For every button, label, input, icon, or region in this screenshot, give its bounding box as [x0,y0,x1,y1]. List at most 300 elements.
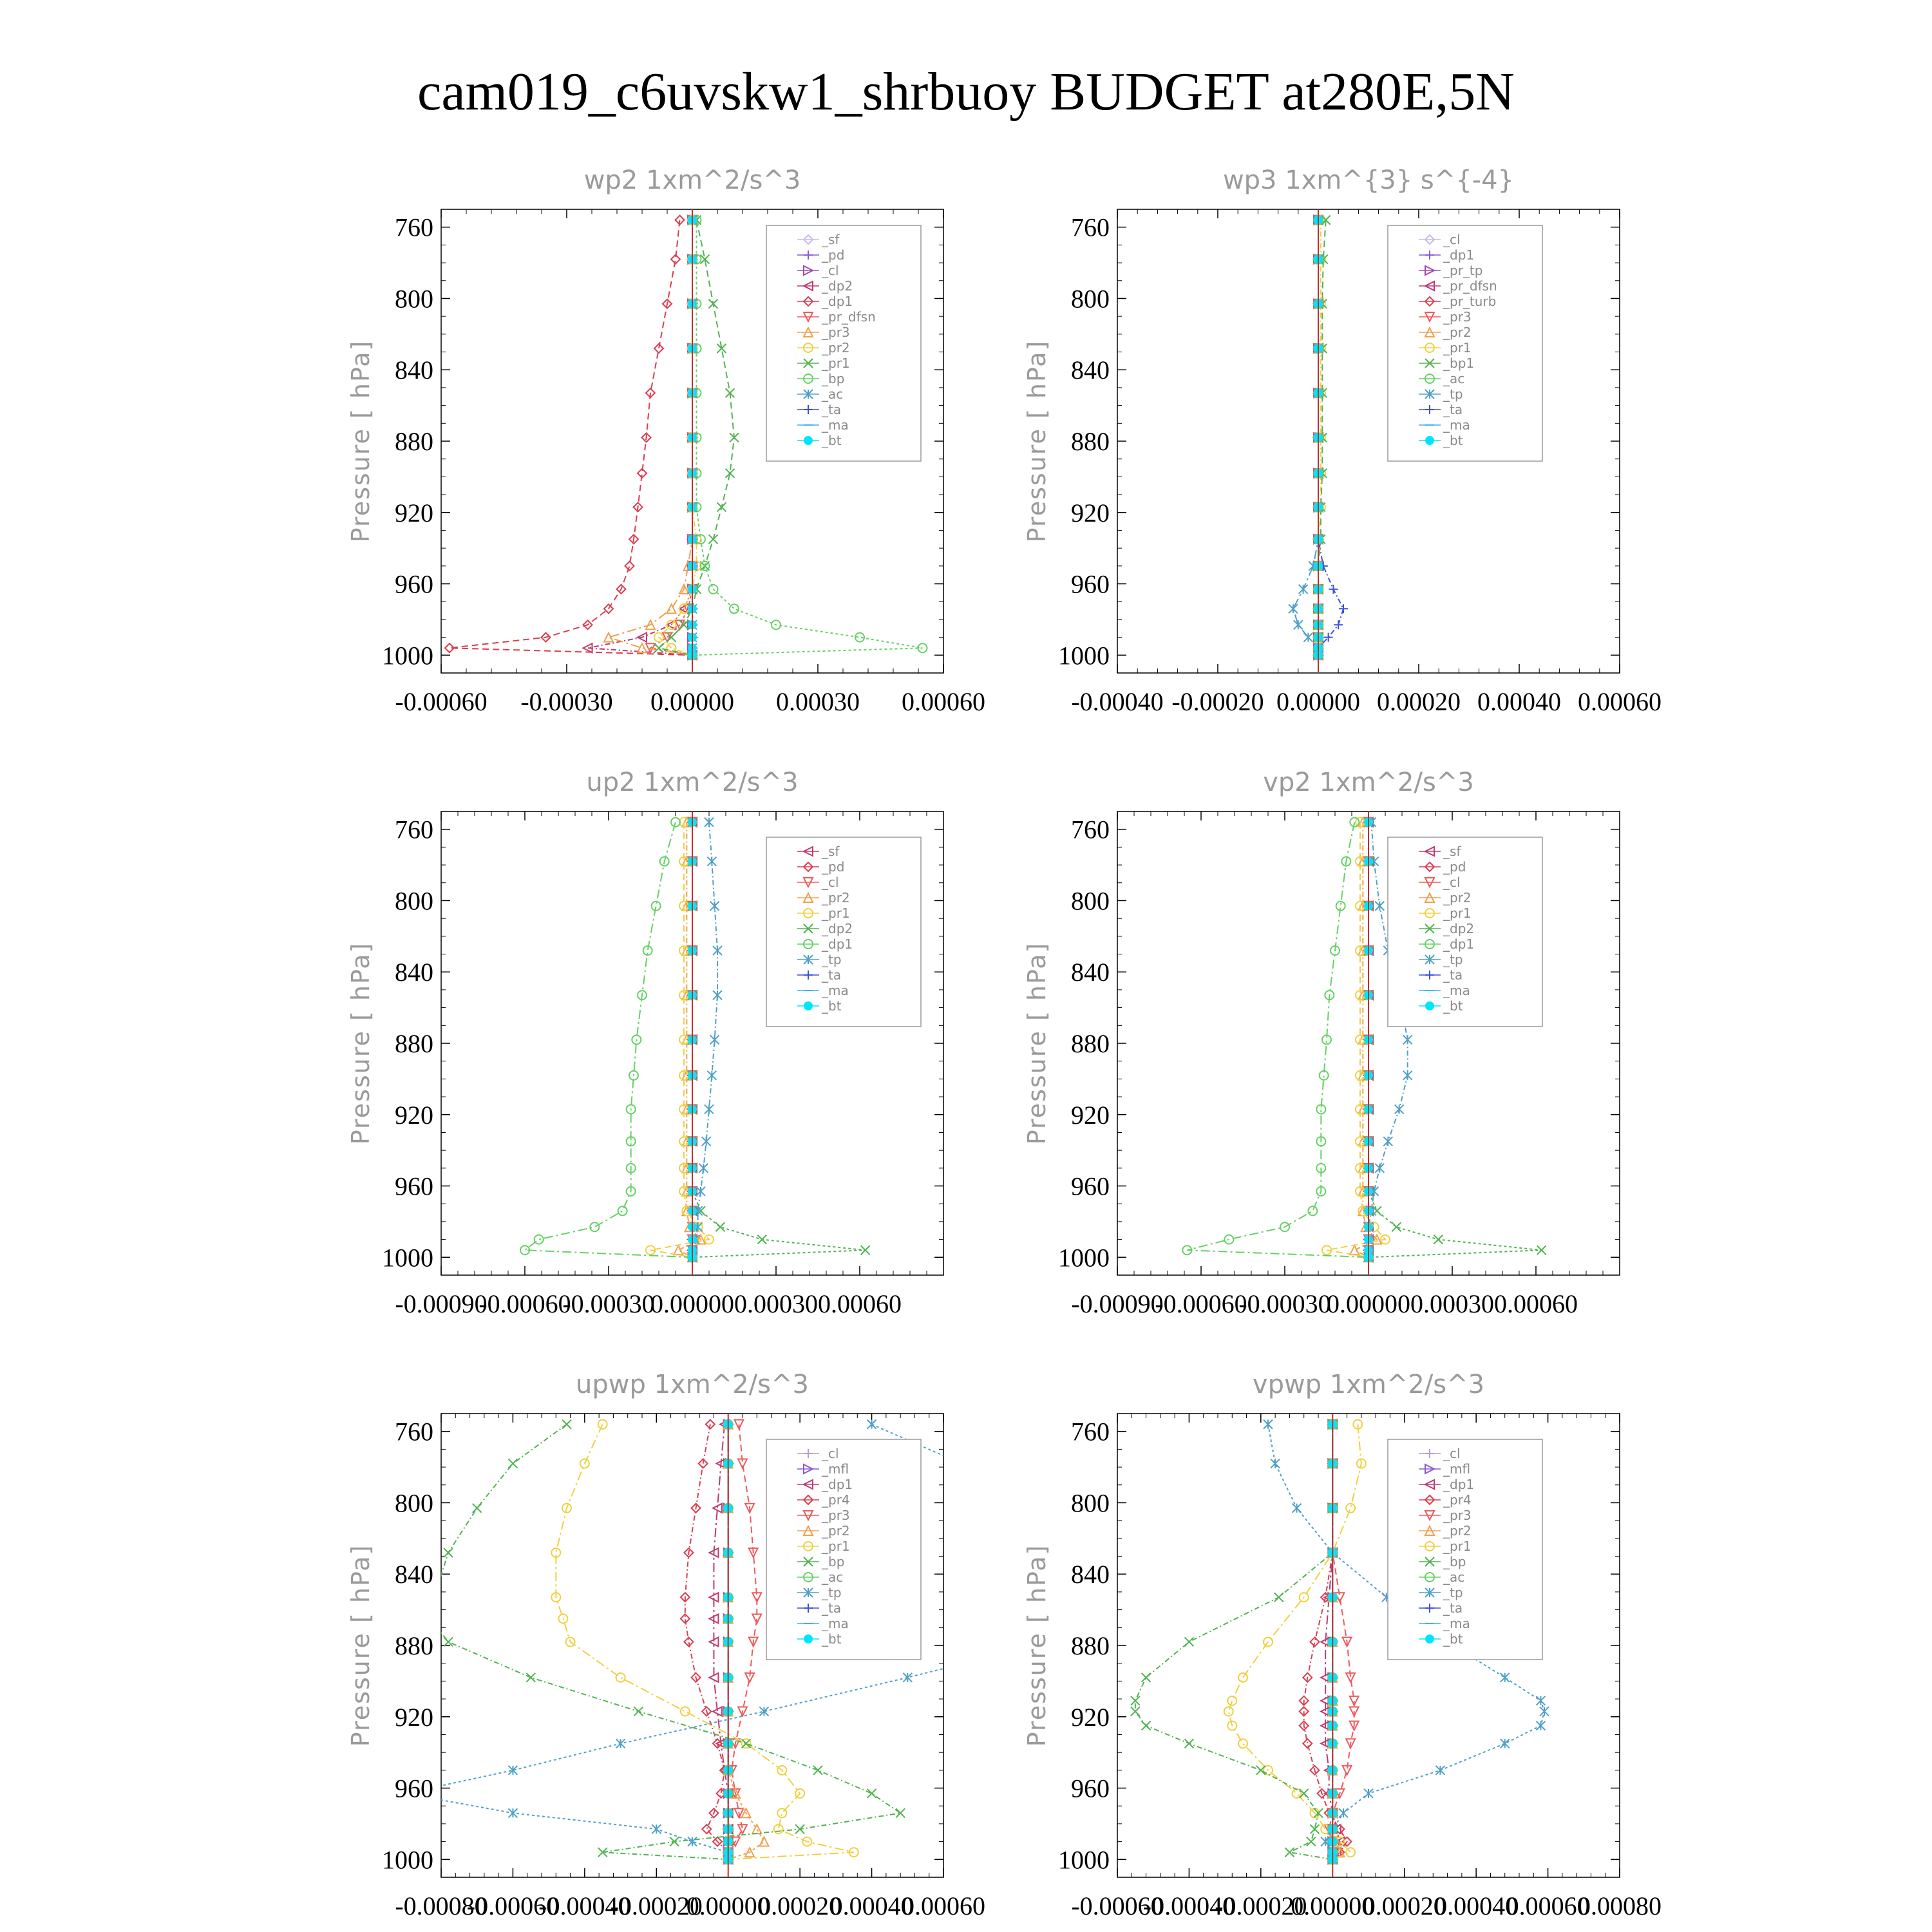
legend-label: _pr3 [1443,309,1472,325]
y-tick-label: 760 [395,213,433,242]
legend [766,1439,921,1660]
legend-label: _cl [822,263,839,278]
x-tick-label: 0.00020 [758,1891,842,1920]
y-tick-label: 800 [1071,886,1110,916]
data-point-tp [652,1824,661,1833]
y-tick-label: 760 [1071,815,1110,844]
data-point-pr1 [681,1707,690,1716]
data-point-bp [634,1707,643,1716]
x-tick-label: 0.00060 [818,1289,902,1318]
data-point-dp2 [1392,1222,1401,1231]
legend-label: _pr3 [822,1508,850,1523]
legend-label: _dp1 [822,294,853,309]
data-point-pr1 [1227,1696,1236,1705]
data-point-pr1 [726,469,735,478]
data-point-tp [707,857,716,866]
data-point-tp [1294,620,1303,629]
legend-label: _pr_dfsn [822,309,876,325]
y-tick-label: 840 [395,1560,433,1589]
data-point-tp [1435,1766,1444,1775]
panel-wp3 [1023,166,1662,716]
series-line-pr4 [685,1425,728,1860]
x-tick-label: 0.00030 [776,687,860,716]
legend-label: _dp2 [1443,921,1475,936]
x-tick-label: -0.00040 [1071,687,1164,716]
legend-label: _sf [822,844,840,859]
panel-title: wp3 1xm^{3} s^{-4} [1222,166,1515,195]
y-tick-label: 840 [1071,958,1110,987]
legend-label: _bt [1443,433,1463,448]
legend-label: _dp1 [1443,936,1475,952]
y-tick-label: 1000 [382,1243,433,1273]
x-tick-label: -0.00060 [478,1289,571,1318]
data-point-tp [903,1673,912,1682]
x-tick-label: 0.00080 [1578,1891,1662,1920]
panel-title: wp2 1xm^2/s^3 [583,166,801,195]
data-point-tp [1364,1789,1373,1798]
data-point-bp [508,1459,517,1468]
legend-marker [804,1002,812,1010]
legend-label: _pr1 [1443,1539,1472,1554]
y-tick-label: 920 [395,1100,433,1130]
legend-label: _pr4 [1443,1492,1472,1508]
data-point-pr4 [1303,1739,1312,1748]
legend-label: _tp [1443,386,1463,402]
data-point-tp [1303,633,1312,642]
data-point-dp2 [1434,1235,1443,1244]
data-point-bp [526,1673,535,1682]
legend-label: _bt [1443,998,1463,1014]
data-point-pr1 [1346,1504,1355,1513]
legend-marker [804,1635,812,1643]
data-point-bp [1184,1739,1193,1748]
y-tick-label: 960 [395,569,433,599]
data-point-dp1 [625,562,634,571]
legend-label: _dp1 [822,1477,853,1492]
legend-label: _dp1 [822,936,853,952]
data-point-dp2 [1537,1245,1546,1255]
x-tick-label: 0.00060 [1494,1289,1578,1318]
data-point-tp [1403,1035,1412,1044]
data-point-tp [699,1164,708,1173]
data-point-bp [426,1614,435,1623]
legend [766,837,921,1027]
legend-marker [1426,1002,1434,1010]
data-point-pr3 [752,1614,761,1623]
legend-label: _sf [822,232,840,247]
legend-label: _pr2 [1443,890,1472,905]
y-tick-label: 960 [1071,1171,1110,1201]
legend-label: _tp [1443,952,1463,967]
data-point-tp [1271,1459,1280,1468]
data-point-tp [1339,1808,1348,1817]
y-tick-label: 920 [395,498,433,527]
y-axis-label: Pressure [ hPa] [346,942,375,1145]
data-point-dp2 [861,1245,870,1255]
series-line-dp1 [450,220,692,656]
panel-vpwp [1023,1370,1662,1920]
y-tick-label: 880 [1071,1631,1110,1660]
y-tick-label: 960 [1071,1774,1110,1803]
legend-label: _pr1 [1443,340,1472,355]
legend-label: _pr_turb [1443,294,1497,309]
data-point-dp1 [1308,1206,1317,1215]
y-tick-label: 920 [1071,1702,1110,1732]
data-point-pr1 [616,1673,625,1682]
data-point-dp2 [715,1222,724,1231]
data-point-pr3 [738,1824,747,1833]
data-point-pr2 [759,1837,768,1846]
legend-label: _dp1 [1443,1477,1475,1492]
legend-label: _ma [1443,1616,1470,1631]
figure-title: cam019_c6uvskw1_shrbuoy BUDGET at280E,5N [417,62,1515,122]
y-tick-label: 1000 [382,1845,433,1875]
legend-label: _bp [822,371,845,386]
y-tick-label: 840 [395,958,433,987]
legend [1388,1439,1542,1660]
panel-title: vpwp 1xm^2/s^3 [1252,1370,1485,1399]
y-tick-label: 880 [395,1631,433,1660]
y-axis-label: Pressure [ hPa] [1023,339,1051,543]
legend-marker [1426,1635,1434,1643]
legend-label: _pr3 [1443,1508,1472,1523]
panel-title: upwp 1xm^2/s^3 [576,1370,809,1399]
series-group [1289,209,1348,673]
legend-label: _pr4 [822,1492,850,1508]
panel-up2 [346,768,943,1318]
data-point-dp2 [757,1235,766,1244]
data-point-bp [473,1504,482,1513]
legend-label: _pr2 [1443,325,1472,340]
series-group [401,1414,1127,1877]
y-axis-label: Pressure [ hPa] [1023,1544,1051,1747]
y-axis-label: Pressure [ hPa] [1023,942,1051,1145]
legend-label: _pr_dfsn [1443,278,1497,294]
data-point-bp [562,1420,571,1429]
y-tick-label: 880 [1071,1029,1110,1058]
y-tick-label: 800 [395,886,433,916]
data-point-tp [1375,902,1384,911]
legend [1388,837,1542,1027]
y-tick-label: 760 [1071,1417,1110,1446]
data-point-bp [813,1766,822,1775]
data-point-bp [1184,1637,1193,1646]
plot-frame [1117,209,1620,673]
data-point-ta [1334,620,1343,629]
y-tick-label: 960 [395,1774,433,1803]
x-tick-label: -0.00060 [1071,1891,1164,1920]
y-tick-label: 840 [1071,1560,1110,1589]
legend-label: _dp2 [822,278,853,294]
data-point-pr1 [1224,1707,1233,1716]
y-tick-label: 760 [1071,213,1110,242]
legend-label: _ac [1443,1569,1465,1585]
legend-label: _pr1 [822,355,850,371]
y-tick-label: 960 [395,1171,433,1201]
y-axis-label: Pressure [ hPa] [346,1544,375,1747]
data-point-tp [1119,1614,1128,1623]
legend-label: _pr_tp [1443,263,1483,278]
data-point-tp [1395,1104,1404,1113]
data-point-tp [1375,1164,1384,1173]
data-point-tp [1501,1739,1510,1748]
legend-label: _bt [1443,1631,1463,1647]
legend-label: _bp1 [1443,355,1475,371]
legend-label: _tp [822,952,842,967]
data-point-bp [1142,1721,1151,1730]
x-tick-label: -0.00040 [538,1891,631,1920]
y-tick-label: 800 [1071,1488,1110,1518]
series-line-dp1 [525,822,692,1258]
data-point-pr3 [604,633,613,642]
legend-label: _pr2 [822,340,850,355]
x-tick-label: 0.00060 [902,687,985,716]
data-point-pr2 [1350,1245,1359,1255]
data-point-bp [1274,1593,1283,1602]
y-tick-label: 800 [1071,284,1110,314]
data-point-bp [430,1593,439,1602]
legend-label: _ta [1443,967,1463,983]
y-tick-label: 1000 [382,641,433,670]
x-tick-label: 0.00040 [829,1891,914,1920]
x-tick-label: -0.00060 [395,687,488,716]
y-tick-label: 800 [395,1488,433,1518]
data-point-tp [1111,1593,1120,1602]
legend-label: _pr3 [822,325,850,340]
legend-label: _ac [1443,371,1465,386]
data-point-ta [1339,604,1348,613]
legend-label: _bt [822,998,842,1014]
data-point-tp [1403,1071,1412,1080]
legend-label: _bp [822,1554,845,1569]
x-tick-label: -0.00080 [395,1891,488,1920]
panel-vp2 [1023,768,1620,1318]
panel-title: vp2 1xm^2/s^3 [1263,768,1474,797]
x-tick-label: 0.00000 [1291,1891,1375,1920]
x-tick-label: 0.00000 [650,687,734,716]
x-tick-label: 0.00000 [686,1891,770,1920]
data-point-tp [1028,1504,1037,1513]
legend-label: _ac [822,386,844,402]
data-point-bp [730,604,739,613]
data-point-tp [710,1035,719,1044]
data-point-pr2 [674,1245,683,1255]
legend-label: _dp1 [1443,247,1475,263]
x-tick-label: 0.00000 [1276,687,1360,716]
y-tick-label: 800 [395,284,433,314]
legend-label: _ta [822,1600,842,1616]
data-point-tp [713,990,722,999]
legend-label: _sf [1443,844,1461,859]
data-point-tp [759,1707,768,1716]
data-point-pr1 [774,1824,783,1833]
legend-label: _pr1 [1443,905,1472,921]
x-tick-label: 0.00060 [1506,1891,1590,1920]
data-point-pr1 [654,643,663,652]
legend-label: _pr2 [822,890,850,905]
y-tick-label: 760 [395,1417,433,1446]
data-point-tp [1536,1696,1545,1705]
data-point-tp [707,1071,716,1080]
y-tick-label: 880 [395,427,433,456]
data-point-tp [867,1420,876,1429]
x-tick-label: -0.00030 [562,1289,655,1318]
legend-label: _ma [822,1616,849,1631]
data-point-pr1 [777,1808,786,1817]
data-point-pr2 [752,1824,761,1833]
panels [346,166,1662,1920]
x-tick-label: 0.00000 [650,1289,734,1318]
data-point-pr1 [1346,1848,1355,1857]
x-tick-label: -0.00020 [1171,687,1264,716]
y-tick-label: 880 [395,1029,433,1058]
series-line-tp [405,1425,1122,1860]
data-point-tp [957,1459,966,1468]
legend-label: _pd [822,247,845,263]
y-tick-label: 840 [395,355,433,385]
y-axis-label: Pressure [ hPa] [346,339,375,543]
y-tick-label: 920 [395,1702,433,1732]
legend [1388,225,1542,461]
panel-wp2 [346,166,985,716]
data-point-tp [705,818,714,827]
data-point-bp [1310,1824,1319,1833]
x-tick-label: 0.00020 [1362,1891,1446,1920]
y-tick-label: 880 [1071,427,1110,456]
legend-label: _pr2 [822,1523,850,1539]
legend-label: _tp [822,1585,842,1600]
x-tick-label: -0.00030 [520,687,613,716]
x-tick-label: 0.00040 [1434,1891,1519,1920]
x-tick-label: -0.00030 [1238,1289,1331,1318]
data-point-bp [670,1837,679,1846]
legend-label: _pd [1443,859,1466,875]
legend-marker [804,437,812,444]
x-tick-label: -0.00020 [610,1891,703,1920]
legend-label: _cl [822,875,839,890]
data-point-bp [896,1808,905,1817]
x-tick-label: -0.00040 [1142,1891,1236,1920]
panel-title: up2 1xm^2/s^3 [586,768,799,797]
legend-label: _bp [1443,1554,1466,1569]
x-tick-label: -0.00060 [466,1891,560,1920]
data-point-tp [1264,1420,1273,1429]
data-point-tp [616,1739,625,1748]
legend-label: _ac [822,1569,844,1585]
data-point-tp [1289,604,1298,613]
y-tick-label: 960 [1071,569,1110,599]
data-point-tp [1083,1548,1092,1557]
data-point-pr3 [667,604,676,613]
panel-upwp [346,1370,1128,1920]
data-point-ta [1329,585,1338,594]
x-tick-label: 0.00040 [1477,687,1561,716]
legend-label: _ta [822,402,842,417]
data-point-bp [1142,1673,1151,1682]
data-point-pr1 [709,535,718,544]
legend-label: _cl [1443,232,1461,247]
legend [766,225,921,461]
data-point-dp1 [618,1206,627,1215]
legend-label: _pd [822,859,845,875]
legend-label: _ma [1443,983,1470,998]
data-point-tp [1293,1504,1302,1513]
x-tick-label: 0.00060 [1578,687,1662,716]
data-point-dp1 [535,1235,544,1244]
data-point-tp [688,1837,697,1846]
y-tick-label: 1000 [1058,1845,1110,1875]
legend-label: _bt [822,1631,842,1647]
x-tick-label: 0.00000 [1327,1289,1410,1318]
data-point-pr1 [1238,1739,1247,1748]
y-tick-label: 920 [1071,1100,1110,1130]
series-line-dp1 [1187,822,1368,1258]
legend-label: _ta [822,967,842,983]
legend-label: _cl [822,1446,839,1461]
legend-label: _cl [1443,1446,1461,1461]
data-point-tp [713,946,722,955]
legend-label: _pr1 [822,905,850,921]
legend-label: _cl [1443,875,1461,890]
x-tick-label: -0.00060 [1155,1289,1247,1318]
legend-label: _ta [1443,402,1463,417]
x-tick-label: -0.00020 [1215,1891,1307,1920]
y-tick-label: 1000 [1058,1243,1110,1273]
x-tick-label: 0.00060 [902,1891,985,1920]
legend-label: _dp2 [822,921,853,936]
legend-label: _pr2 [1443,1523,1472,1539]
legend-label: _mfl [1443,1461,1471,1477]
x-tick-label: 0.00020 [1377,687,1461,716]
data-point-bp [444,1548,453,1557]
y-tick-label: 840 [1071,355,1110,385]
data-point-tp [710,902,719,911]
y-tick-label: 1000 [1058,641,1110,670]
data-point-tp [1383,1137,1392,1146]
legend-label: _mfl [822,1461,849,1477]
series-line-dp2 [588,220,693,656]
x-tick-label: 0.00030 [1410,1289,1494,1318]
x-tick-label: -0.00090 [395,1289,488,1318]
data-point-pr1 [717,502,726,511]
legend-label: _bt [822,433,842,448]
data-point-tp [1299,585,1308,594]
data-point-tp [702,1137,711,1146]
data-point-tp [508,1766,517,1775]
data-point-bp [742,1739,751,1748]
legend-label: _pr1 [822,1539,850,1554]
legend-label: _ma [822,417,849,433]
legend-label: _ma [822,983,849,998]
x-tick-label: -0.00090 [1071,1289,1164,1318]
legend-marker [1426,437,1434,444]
data-point-tp [1501,1673,1510,1682]
data-point-tp [508,1808,517,1817]
data-point-tp [1540,1707,1549,1716]
data-point-bp [1307,1837,1316,1846]
data-point-pr3 [1350,1696,1359,1705]
data-point-tp [705,1104,714,1113]
y-tick-label: 760 [395,815,433,844]
data-point-tp [1536,1721,1545,1730]
y-tick-label: 920 [1071,498,1110,527]
data-point-bp [867,1789,876,1798]
legend-label: _ma [1443,417,1470,433]
legend-label: _tp [1443,1585,1463,1600]
x-tick-label: 0.00030 [734,1289,818,1318]
data-point-dp1 [590,1222,599,1231]
legend-label: _ta [1443,1600,1463,1616]
